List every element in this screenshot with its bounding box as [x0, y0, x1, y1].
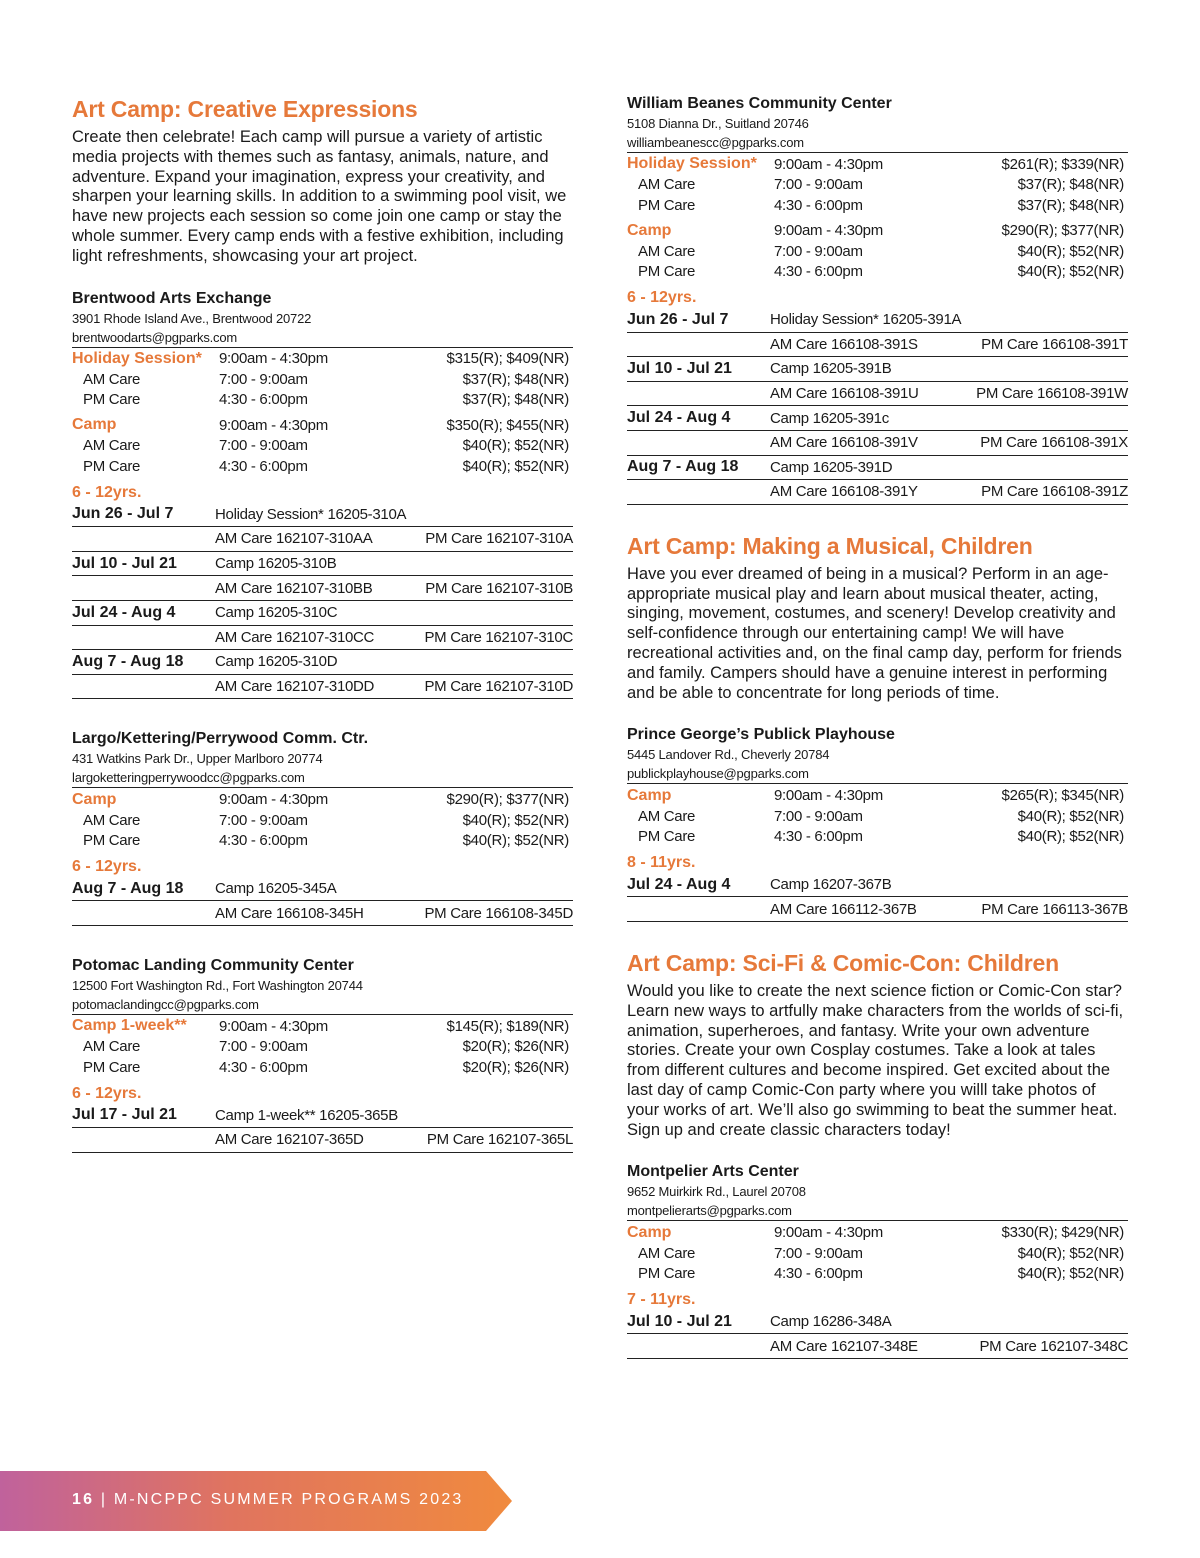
section-description: Have you ever dreamed of being in a musical? Perform in an age-appropriate musical play and learn about musical theater, acting, singing, movement, costumes, and scenery! Develop creativity and self-confidence through our entertaining camp! We will have recreational activities and, on the final camp day, perform for friends and family. Campers should have a genuine interest in performing and be able to concentrate for long periods of time.: [627, 564, 1122, 702]
session-date: Aug 7 - Aug 18: [72, 652, 184, 670]
price-label: PM Care: [638, 196, 696, 214]
session-date: Jul 24 - Aug 4: [72, 603, 176, 621]
venue-william-beanes: [627, 94, 1128, 505]
price-cost: $40(R); $52(NR): [1017, 263, 1124, 281]
session-care-row: [72, 626, 573, 651]
price-label: PM Care: [638, 828, 696, 846]
session-code: Camp 16205-310B: [215, 555, 337, 573]
session-table: [72, 877, 573, 926]
session-date: Jul 17 - Jul 21: [72, 1106, 177, 1124]
price-cost: $40(R); $52(NR): [462, 811, 569, 829]
price-time: 4:30 - 6:00pm: [219, 457, 308, 475]
session-date: Jul 10 - Jul 21: [627, 359, 732, 377]
session-table: [627, 1310, 1128, 1359]
price-time: 7:00 - 9:00am: [774, 1244, 863, 1262]
price-time: 9:00am - 4:30pm: [774, 1224, 883, 1242]
session-table: [72, 503, 573, 700]
session-care-row: [627, 480, 1128, 505]
session-care-row: [627, 1334, 1128, 1359]
venue-name: Montpelier Arts Center: [627, 1163, 799, 1181]
price-cost: $145(R); $189(NR): [446, 1017, 569, 1035]
price-label: AM Care: [83, 811, 141, 829]
price-time: 7:00 - 9:00am: [219, 1038, 308, 1056]
session-code: Camp 1-week** 16205-365B: [215, 1106, 398, 1124]
section-description: Would you like to create the next science fiction or Comic-Con star? Learn new ways to artfully make characters from the worlds of sci-fi, animation, superheroes, and fantasy. Write your own adventure stories. Create your own Cosplay costumes. Take a look at tales from different cultures and become inspired. Get excited about the last day of camp Comic-Con party where you willl take photos of your works of art. We’ll also go swimming to beat the summer heat. Sign up and create classic characters today!: [627, 982, 1124, 1139]
pm-care-code: PM Care 162107-310A: [425, 530, 573, 548]
session-care-row: [72, 1128, 573, 1153]
price-label: Camp: [627, 786, 672, 804]
session-care-row: [72, 576, 573, 601]
venue-publick-playhouse: [627, 725, 1128, 922]
price-time: 4:30 - 6:00pm: [774, 196, 863, 214]
session-table: [72, 1104, 573, 1153]
age-range: 7 - 11yrs.: [627, 1290, 696, 1308]
session-row: [627, 456, 1128, 481]
session-code: Camp 16205-391c: [770, 409, 889, 427]
venue-email[interactable]: williambeanescc@pgparks.com: [627, 135, 804, 150]
venue-name: Potomac Landing Community Center: [72, 957, 354, 975]
pm-care-code: PM Care 166113-367B: [981, 900, 1128, 918]
session-date: Jul 24 - Aug 4: [627, 409, 731, 427]
venue-name: Prince George’s Publick Playhouse: [627, 726, 895, 744]
footer-title: M-NCPPC SUMMER PROGRAMS 2023: [113, 1491, 464, 1508]
venue-email[interactable]: brentwoodarts@pgparks.com: [72, 329, 237, 345]
price-time: 9:00am - 4:30pm: [774, 222, 883, 240]
price-cost: $40(R); $52(NR): [462, 457, 569, 475]
price-row: [72, 830, 573, 851]
price-table: [72, 1014, 573, 1078]
price-label: AM Care: [83, 1038, 141, 1056]
price-label: Camp: [72, 416, 117, 434]
price-time: 7:00 - 9:00am: [219, 437, 308, 455]
price-label: PM Care: [638, 1265, 696, 1283]
session-row: [72, 650, 573, 675]
price-row: [72, 369, 573, 390]
pm-care-code: PM Care 162107-365L: [426, 1131, 573, 1149]
session-code: Camp 16205-345A: [215, 880, 337, 898]
price-cost: $20(R); $26(NR): [462, 1058, 569, 1076]
session-date: Jun 26 - Jul 7: [72, 505, 174, 523]
price-time: 4:30 - 6:00pm: [774, 1265, 863, 1283]
session-care-row: [627, 333, 1128, 358]
am-care-code: AM Care 166108-391V: [770, 434, 918, 452]
session-code: Camp 16205-310D: [215, 653, 338, 671]
price-label: AM Care: [638, 807, 696, 825]
pm-care-code: PM Care 166108-391W: [976, 385, 1128, 403]
price-row: [72, 810, 573, 831]
price-time: 7:00 - 9:00am: [219, 370, 308, 388]
price-label: PM Care: [638, 263, 696, 281]
venue-email[interactable]: publickplayhouse@pgparks.com: [627, 766, 809, 782]
venue-brentwood: [72, 289, 573, 700]
session-care-row: [627, 382, 1128, 407]
price-label: PM Care: [83, 391, 141, 409]
price-cost: $40(R); $52(NR): [1017, 828, 1124, 846]
session-code: Camp 16205-391D: [770, 458, 893, 476]
session-date: Jun 26 - Jul 7: [627, 310, 729, 328]
session-care-row: [72, 901, 573, 926]
am-care-code: AM Care 162107-310BB: [215, 579, 373, 597]
right-column: [627, 94, 1128, 1389]
price-time: 7:00 - 9:00am: [774, 242, 863, 260]
session-row: [72, 1104, 573, 1129]
price-row: [72, 349, 573, 370]
session-date: Aug 7 - Aug 18: [72, 879, 184, 897]
price-row: [72, 1037, 573, 1058]
am-care-code: AM Care 166108-391S: [770, 335, 918, 353]
session-code: Holiday Session* 16205-391A: [770, 311, 962, 329]
session-code: Camp 16205-391B: [770, 360, 892, 378]
session-row: [627, 308, 1128, 333]
price-row: [627, 195, 1128, 216]
am-care-code: AM Care 166108-391Y: [770, 483, 918, 501]
price-label: PM Care: [83, 457, 141, 475]
session-care-row: [72, 675, 573, 700]
venue-name: William Beanes Community Center: [627, 95, 892, 112]
session-care-row: [72, 527, 573, 552]
price-label: PM Care: [83, 1058, 141, 1076]
venue-email[interactable]: largoketteringperrywoodcc@pgparks.com: [72, 770, 305, 786]
price-cost: $37(R); $48(NR): [1017, 176, 1124, 194]
age-range: 6 - 12yrs.: [72, 483, 142, 501]
price-time: 4:30 - 6:00pm: [219, 1058, 308, 1076]
price-time: 4:30 - 6:00pm: [219, 832, 308, 850]
page-number: 16: [72, 1491, 95, 1508]
session-table: [627, 873, 1128, 922]
price-time: 9:00am - 4:30pm: [219, 350, 328, 368]
price-row: [627, 785, 1128, 806]
price-time: 9:00am - 4:30pm: [774, 155, 883, 173]
price-cost: $350(R); $455(NR): [446, 416, 569, 434]
price-row: [627, 154, 1128, 175]
price-row: [627, 1243, 1128, 1264]
price-cost: $40(R); $52(NR): [462, 832, 569, 850]
price-row: [627, 241, 1128, 262]
section-title-sci-fi-comic-con: Art Camp: Sci-Fi & Comic-Con: Children: [627, 950, 1059, 977]
price-label: Holiday Session*: [627, 155, 757, 173]
price-cost: $40(R); $52(NR): [462, 437, 569, 455]
price-cost: $40(R); $52(NR): [1017, 242, 1124, 260]
am-care-code: AM Care 166108-391U: [770, 385, 919, 403]
pm-care-code: PM Care 162107-310C: [424, 628, 573, 646]
venue-largo: [72, 729, 573, 926]
price-row: [72, 1057, 573, 1078]
section-title-making-a-musical: Art Camp: Making a Musical, Children: [627, 532, 1033, 559]
venue-name: Brentwood Arts Exchange: [72, 289, 272, 307]
price-time: 4:30 - 6:00pm: [219, 391, 308, 409]
price-label: AM Care: [83, 437, 141, 455]
footer-separator: |: [100, 1491, 108, 1508]
price-label: Camp: [627, 1223, 672, 1241]
session-code: Holiday Session* 16205-310A: [215, 505, 407, 523]
price-label: AM Care: [83, 370, 141, 388]
am-care-code: AM Care 162107-348E: [770, 1337, 918, 1355]
section-description: Create then celebrate! Each camp will pursue a variety of artistic media projects with themes such as fantasy, animals, nature, and adventure. Expand your imagination, express your creativity, and sharpen your learning skills. In addition to a swimming pool visit, we have new projects each session so come join one camp or stay the whole summer. Every camp ends with a festive exhibition, including light refreshments, showcasing your art project.: [72, 128, 567, 265]
price-time: 4:30 - 6:00pm: [774, 828, 863, 846]
left-column: [72, 94, 573, 1183]
price-table: [72, 347, 573, 477]
venue-montpelier: [627, 1162, 1128, 1359]
venue-address: 3901 Rhode Island Ave., Brentwood 20722: [72, 310, 312, 326]
price-row: [627, 175, 1128, 196]
venue-email[interactable]: montpelierarts@pgparks.com: [627, 1203, 792, 1219]
pm-care-code: PM Care 162107-310D: [424, 678, 573, 696]
price-time: 7:00 - 9:00am: [219, 811, 308, 829]
price-cost: $37(R); $48(NR): [462, 370, 569, 388]
session-row: [72, 552, 573, 577]
age-range: 8 - 11yrs.: [627, 853, 696, 871]
session-care-row: [627, 431, 1128, 456]
price-row: [627, 826, 1128, 847]
price-time: 9:00am - 4:30pm: [774, 787, 883, 805]
price-cost: $265(R); $345(NR): [1001, 787, 1124, 805]
price-cost: $37(R); $48(NR): [1017, 196, 1124, 214]
price-row: [72, 456, 573, 477]
session-row: [72, 601, 573, 626]
footer: [72, 1491, 464, 1509]
price-label: Camp: [72, 790, 117, 808]
session-code: Camp 16286-348A: [770, 1313, 892, 1331]
price-cost: $40(R); $52(NR): [1017, 807, 1124, 825]
pm-care-code: PM Care 166108-391X: [980, 434, 1128, 452]
price-row: [627, 262, 1128, 283]
price-row: [627, 806, 1128, 827]
price-row: [627, 1263, 1128, 1284]
price-row: [72, 789, 573, 810]
price-cost: $40(R); $52(NR): [1017, 1265, 1124, 1283]
price-label: Camp 1-week**: [72, 1017, 187, 1035]
session-care-row: [627, 897, 1128, 922]
section-title-creative-expressions: Art Camp: Creative Expressions: [72, 96, 418, 122]
price-cost: $330(R); $429(NR): [1001, 1224, 1124, 1242]
venue-address: 5445 Landover Rd., Cheverly 20784: [627, 747, 830, 763]
price-cost: $37(R); $48(NR): [462, 391, 569, 409]
venue-name: Largo/Kettering/Perrywood Comm. Ctr.: [72, 730, 369, 748]
venue-address: 431 Watkins Park Dr., Upper Marlboro 20774: [72, 751, 323, 767]
session-row: [72, 503, 573, 528]
am-care-code: AM Care 162107-310CC: [215, 628, 375, 646]
pm-care-code: PM Care 166108-391T: [981, 335, 1128, 353]
price-table: [72, 787, 573, 851]
price-time: 4:30 - 6:00pm: [774, 263, 863, 281]
venue-address: 5108 Dianna Dr., Suitland 20746: [627, 116, 809, 131]
price-cost: $315(R); $409(NR): [446, 350, 569, 368]
age-range: 6 - 12yrs.: [72, 1084, 142, 1102]
price-row: [72, 436, 573, 457]
session-row: [627, 357, 1128, 382]
price-time: 7:00 - 9:00am: [774, 176, 863, 194]
price-label: PM Care: [83, 832, 141, 850]
am-care-code: AM Care 162107-310DD: [215, 678, 375, 696]
price-row: [627, 1222, 1128, 1243]
pm-care-code: PM Care 166108-391Z: [981, 483, 1128, 501]
price-time: 9:00am - 4:30pm: [219, 1017, 328, 1035]
price-time: 9:00am - 4:30pm: [219, 416, 328, 434]
session-date: Jul 10 - Jul 21: [627, 1312, 732, 1330]
session-row: [627, 1310, 1128, 1335]
price-table: [627, 1220, 1128, 1284]
price-label: AM Care: [638, 176, 696, 194]
age-range: 6 - 12yrs.: [72, 857, 142, 875]
pm-care-code: PM Care 162107-310B: [425, 579, 573, 597]
price-table: [627, 152, 1128, 282]
price-label: Holiday Session*: [72, 349, 202, 367]
session-row: [72, 877, 573, 902]
venue-potomac-landing: [72, 956, 573, 1153]
pm-care-code: PM Care 162107-348C: [979, 1337, 1128, 1355]
price-cost: $40(R); $52(NR): [1017, 1244, 1124, 1262]
am-care-code: AM Care 162107-310AA: [215, 530, 373, 548]
price-label: Camp: [627, 221, 672, 239]
price-time: 9:00am - 4:30pm: [219, 791, 328, 809]
session-table: [627, 308, 1128, 505]
venue-address: 12500 Fort Washington Rd., Fort Washington 20744: [72, 978, 363, 994]
session-date: Aug 7 - Aug 18: [627, 458, 739, 476]
price-table: [627, 783, 1128, 847]
session-code: Camp 16207-367B: [770, 876, 892, 894]
am-care-code: AM Care 166112-367B: [770, 900, 917, 918]
venue-email[interactable]: potomaclandingcc@pgparks.com: [72, 997, 259, 1013]
price-label: AM Care: [638, 242, 696, 260]
price-row: [72, 390, 573, 411]
am-care-code: AM Care 166108-345H: [215, 904, 364, 922]
session-date: Jul 24 - Aug 4: [627, 875, 731, 893]
session-date: Jul 10 - Jul 21: [72, 554, 177, 572]
price-time: 7:00 - 9:00am: [774, 807, 863, 825]
age-range: 6 - 12yrs.: [627, 289, 697, 306]
price-cost: $20(R); $26(NR): [462, 1038, 569, 1056]
pm-care-code: PM Care 166108-345D: [424, 904, 573, 922]
price-cost: $261(R); $339(NR): [1001, 155, 1124, 173]
price-label: AM Care: [638, 1244, 696, 1262]
venue-address: 9652 Muirkirk Rd., Laurel 20708: [627, 1184, 806, 1200]
price-row: [627, 221, 1128, 242]
session-row: [627, 873, 1128, 898]
am-care-code: AM Care 162107-365D: [215, 1131, 364, 1149]
price-cost: $290(R); $377(NR): [446, 791, 569, 809]
session-code: Camp 16205-310C: [215, 604, 338, 622]
price-row: [72, 415, 573, 436]
session-row: [627, 406, 1128, 431]
price-row: [72, 1016, 573, 1037]
price-cost: $290(R); $377(NR): [1001, 222, 1124, 240]
